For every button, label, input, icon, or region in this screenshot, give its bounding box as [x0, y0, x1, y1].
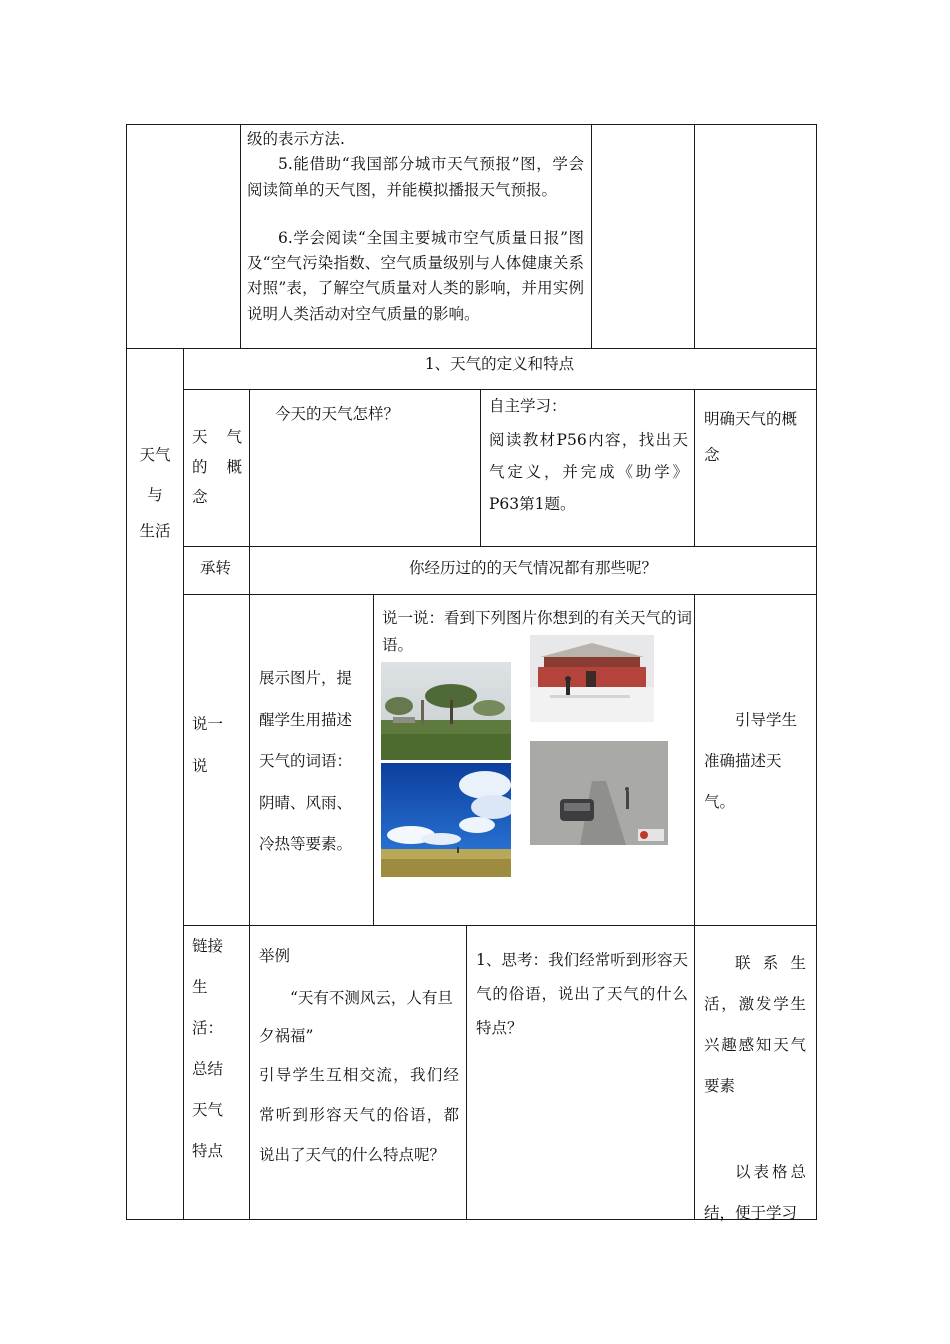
subheading: 1、天气的定义和特点: [424, 355, 575, 373]
transition-content: 你经历过的的天气情况都有那些呢？: [408, 559, 657, 577]
speak-teacher: 展示图片，提醒学生用描述天气的词语：阴晴、风雨、冷热等要素。: [259, 669, 353, 853]
link-intent-1: 联系生活，激发学生兴趣感知天气要素: [704, 954, 806, 1095]
concept-teacher-question: 今天的天气怎样？: [275, 405, 400, 423]
concept-label: 天 气 的 概 念: [192, 428, 242, 506]
concept-student-body: 阅读教材P56内容，找出天气定义，并完成《助学》P63第1题。: [489, 431, 688, 513]
speak-intent: 引导学生准确描述天气。: [704, 711, 798, 811]
snow-square-photo: [530, 635, 654, 722]
speak-student: 说一说：看到下列图片你想到的有关天气的词语。: [382, 609, 693, 654]
concept-student-title: 自主学习：: [489, 397, 567, 415]
section-title-line-2: 与: [147, 486, 163, 504]
objective-5: 5.能借助“我国部分城市天气预报”图，学会阅读简单的天气图，并能模拟播报天气预报。: [247, 155, 584, 199]
section-title-line-1: 天气: [139, 446, 171, 464]
link-student: 1、思考：我们经常听到形容天气的俗语，说出了天气的什么特点？: [476, 951, 688, 1037]
blue-sky-photo: [381, 763, 511, 877]
link-teacher-quote: “天有不测风云，人有旦夕祸福”: [259, 989, 453, 1045]
objective-6: 6.学会阅读“全国主要城市空气质量日报”图及“空气污染指数、空气质量级别与人体健康关系对照”表，了解空气质量对人类的影响，并用实例说明人类活动对空气质量的影响。: [247, 229, 584, 323]
concept-intent: 明确天气的概念: [704, 410, 798, 464]
transition-label: 承转: [200, 559, 232, 577]
foggy-road-photo: [530, 741, 668, 845]
objectives-line-1: 级的表示方法.: [247, 130, 345, 148]
section-title-line-3: 生活: [139, 522, 171, 540]
link-intent-2: 以表格总结，便于学习: [704, 1163, 806, 1222]
link-teacher-body: 引导学生互相交流，我们经常听到形容天气的俗语，都说出了天气的什么特点呢？: [259, 1066, 459, 1164]
link-teacher-title: 举例: [259, 947, 291, 965]
windy-trees-photo: [381, 662, 511, 760]
link-label: 链接生活：总结天气特点: [192, 937, 224, 1160]
speak-label: 说一说: [192, 715, 224, 775]
